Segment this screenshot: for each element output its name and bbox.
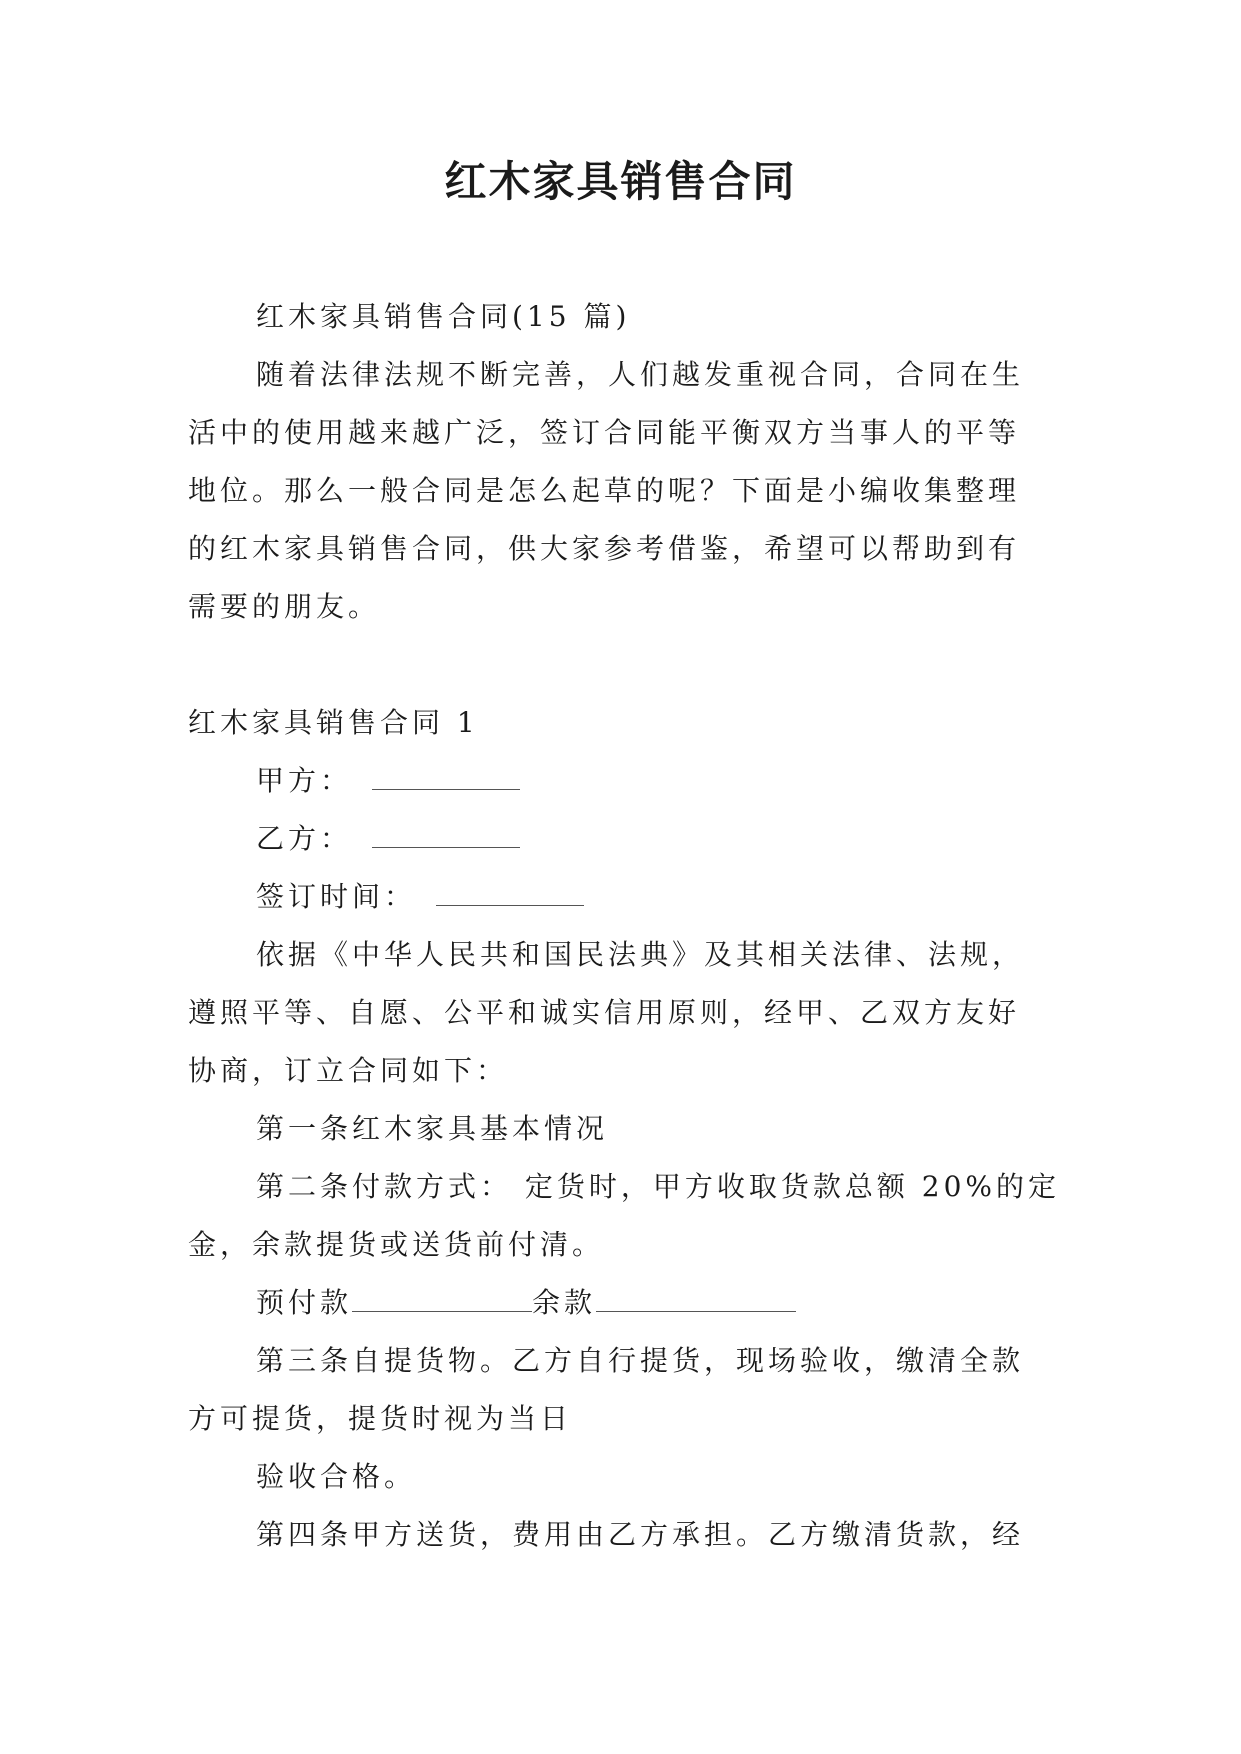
article-2-line: 金，余款提货或送货前付清。 (188, 1228, 605, 1261)
balance-blank (596, 1289, 796, 1312)
article-4-line: 第四条甲方送货，费用由乙方承担。乙方缴清货款，经 (256, 1518, 1025, 1551)
basis-line: 遵照平等、自愿、公平和诚实信用原则，经甲、乙双方友好 (188, 996, 1021, 1029)
sign-time-label: 签订时间： (256, 880, 417, 913)
basis-line: 协商，订立合同如下： (188, 1054, 509, 1087)
prepay-blank (352, 1289, 532, 1312)
article-2-line: 第二条付款方式： 定货时，甲方收取货款总额 20%的定 (256, 1170, 1061, 1203)
intro-paragraph-line: 活中的使用越来越广泛，签订合同能平衡双方当事人的平等 (188, 416, 1021, 449)
contract-heading: 红木家具销售合同 1 (188, 706, 479, 739)
payment-blanks-line (188, 1274, 1068, 1332)
party-a-blank (372, 767, 520, 790)
intro-subtitle: 红木家具销售合同(15 篇) (256, 300, 631, 333)
party-a-line (188, 752, 1068, 810)
intro-paragraph-line: 的红木家具销售合同，供大家参考借鉴，希望可以帮助到有 (188, 532, 1021, 565)
balance-label: 余款 (532, 1286, 597, 1319)
document-title: 红木家具销售合同 (444, 157, 797, 206)
party-a-label: 甲方： (256, 764, 353, 797)
article-3-line: 方可提货，提货时视为当日 (188, 1402, 573, 1435)
document-body (188, 288, 1068, 1564)
party-b-blank (372, 825, 520, 848)
intro-paragraph-line: 需要的朋友。 (188, 590, 381, 623)
intro-paragraph-line: 地位。那么一般合同是怎么起草的呢？下面是小编收集整理 (188, 474, 1021, 507)
sign-time-line (188, 868, 1068, 926)
article-3-line: 验收合格。 (256, 1460, 417, 1493)
party-b-label: 乙方： (256, 822, 353, 855)
sign-time-blank (436, 883, 584, 906)
section-spacer (188, 636, 1068, 694)
prepay-label: 预付款 (256, 1286, 353, 1319)
party-b-line (188, 810, 1068, 868)
article-3-line: 第三条自提货物。乙方自行提货，现场验收，缴清全款 (256, 1344, 1025, 1377)
article-1: 第一条红木家具基本情况 (256, 1112, 609, 1145)
intro-paragraph-line: 随着法律法规不断完善，人们越发重视合同，合同在生 (256, 358, 1025, 391)
basis-line: 依据《中华人民共和国民法典》及其相关法律、法规， (256, 938, 1025, 971)
